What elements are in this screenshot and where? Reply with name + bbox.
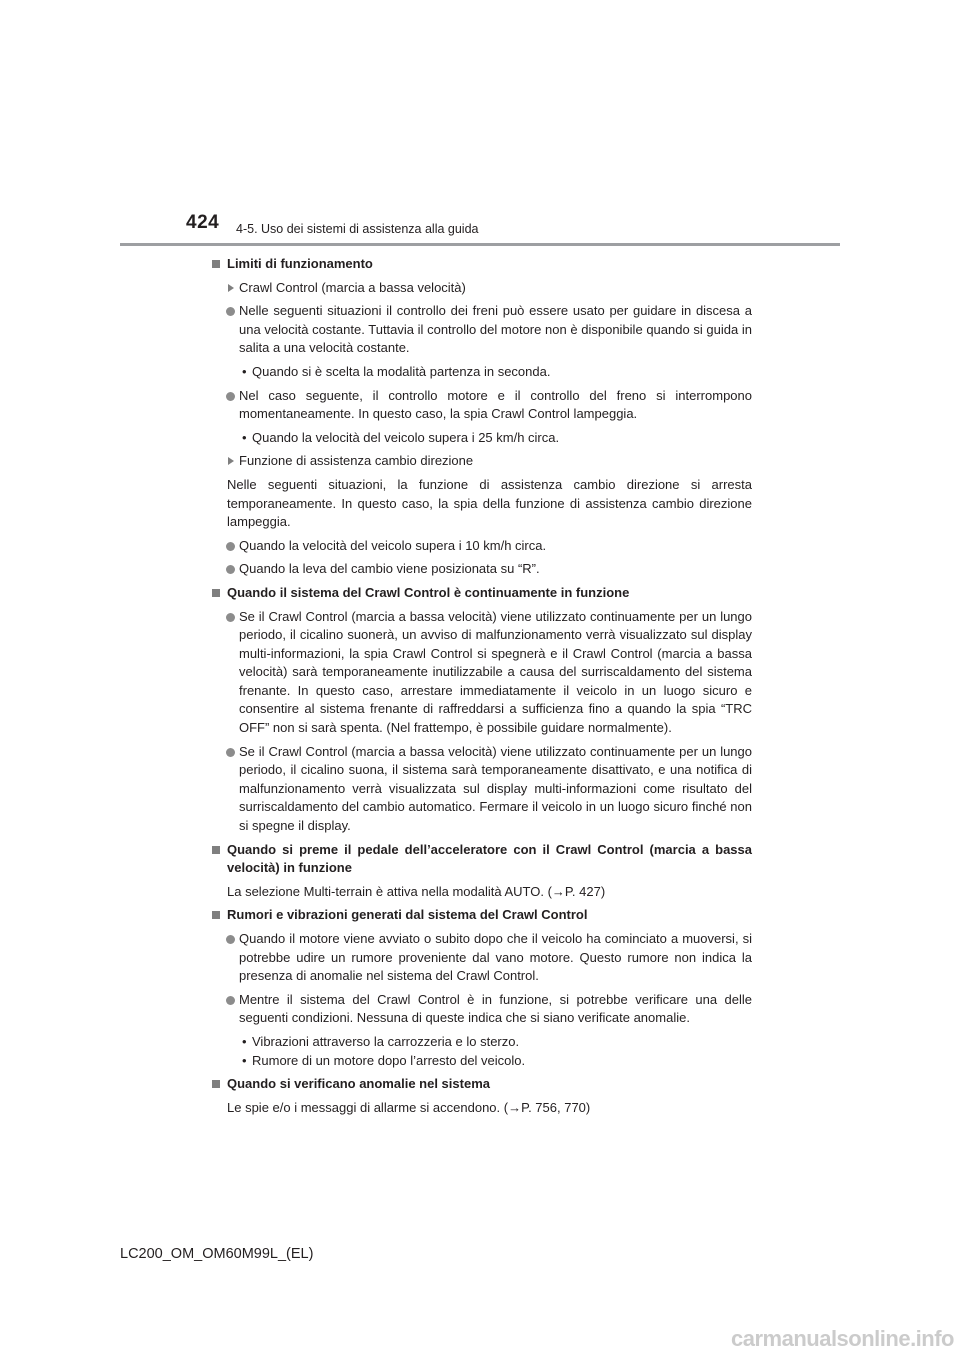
sub-bullet-item xyxy=(212,363,752,382)
subsection-text: Crawl Control (marcia a bassa velocità) xyxy=(239,279,466,295)
bullet-item xyxy=(212,743,752,836)
sub-bullet-text: Quando la velocità del veicolo supera i 25 km/h circa. xyxy=(252,429,560,445)
sub-bullet-item xyxy=(212,429,752,448)
paragraph-text: Nelle seguenti situazioni, la funzione di assistenza cambio direzione si arresta temporaneamente. In questo caso, la spia della funzione di assistenza cambio direzione lampeggia. xyxy=(227,476,752,530)
circle-bullet-icon xyxy=(226,542,235,551)
paragraph-text: Le spie e/o i messaggi di allarme si accendono. (→P. 756, 770) xyxy=(227,1099,591,1115)
triangle-marker-icon xyxy=(228,284,234,292)
page-number: 424 xyxy=(186,212,220,233)
square-marker-icon xyxy=(212,589,220,597)
bullet-text: Mentre il sistema del Crawl Control è in funzione, si potrebbe verificare una delle seguenti condizioni. Nessuna di queste indica che si siano verificate anomalie. xyxy=(239,991,752,1026)
sub-bullet-item xyxy=(212,1033,752,1052)
circle-bullet-icon xyxy=(226,748,235,757)
heading-text: Limiti di funzionamento xyxy=(227,256,373,271)
bullet-item xyxy=(212,930,752,986)
sub-bullet-text: Quando si è scelta la modalità partenza in seconda. xyxy=(252,363,551,379)
bullet-text: Quando il motore viene avviato o subito dopo che il veicolo ha cominciato a muoversi, si potrebbe udire un rumore proveniente dal vano motore. Questo rumore non indica la presenza di anomalie nel sistema del Crawl Control. xyxy=(239,931,752,984)
bullet-item xyxy=(212,608,752,738)
small-bullet-icon: • xyxy=(242,1033,247,1049)
small-bullet-icon: • xyxy=(242,363,247,379)
circle-bullet-icon xyxy=(226,613,235,622)
paragraph xyxy=(212,883,752,902)
subsection-heading xyxy=(212,452,752,471)
subsection-heading xyxy=(212,279,752,298)
bullet-item xyxy=(212,302,752,358)
paragraph xyxy=(212,476,752,532)
small-bullet-icon: • xyxy=(242,1052,247,1068)
triangle-marker-icon xyxy=(228,457,234,465)
heading-text: Quando si verificano anomalie nel sistema xyxy=(227,1076,490,1092)
header-rule xyxy=(120,243,840,246)
sub-bullet-item xyxy=(212,1052,752,1071)
circle-bullet-icon xyxy=(226,307,235,316)
section-title: 4-5. Uso dei sistemi di assistenza alla guida xyxy=(236,222,479,236)
small-bullet-icon: • xyxy=(242,429,247,445)
circle-bullet-icon xyxy=(226,935,235,944)
sub-bullet-text: Vibrazioni attraverso la carrozzeria e lo sterzo. xyxy=(252,1033,520,1049)
paragraph xyxy=(212,1099,752,1118)
page-header xyxy=(0,0,960,250)
section-heading xyxy=(212,841,752,878)
bullet-text: Se il Crawl Control (marcia a bassa velocità) viene utilizzato continuamente per un lungo periodo, il cicalino suona, il sistema sarà temporaneamente disattivato, e una notifica di malfunzionamento verrà visualizzata sul display multi-informazioni come risultato del surriscaldamento del cambio automatico. Fermare il veicolo in un luogo sicuro finché non si spegne il display. xyxy=(239,743,752,834)
bullet-item xyxy=(212,537,752,556)
bullet-text: Quando la leva del cambio viene posizionata su “R”. xyxy=(239,561,540,577)
paragraph-text: La selezione Multi-terrain è attiva nella modalità AUTO. (→P. 427) xyxy=(227,883,606,899)
bullet-text: Quando la velocità del veicolo supera i 10 km/h circa. xyxy=(239,537,547,553)
sub-bullet-text: Rumore di un motore dopo l’arresto del veicolo. xyxy=(252,1052,526,1068)
circle-bullet-icon xyxy=(226,996,235,1005)
heading-text: Quando si preme il pedale dell’acceleratore con il Crawl Control (marcia a bassa velocità) in funzione xyxy=(227,841,752,876)
bullet-item xyxy=(212,387,752,424)
square-marker-icon xyxy=(212,1080,220,1088)
square-marker-icon xyxy=(212,260,220,268)
heading-text: Rumori e vibrazioni generati dal sistema del Crawl Control xyxy=(227,907,588,923)
circle-bullet-icon xyxy=(226,392,235,401)
page-content xyxy=(212,255,752,1117)
bullet-text: Nelle seguenti situazioni il controllo dei freni può essere usato per guidare in discesa a una velocità costante. Tuttavia il controllo del motore non è disponibile quando si guida in salita a una velocità costante. xyxy=(239,303,752,356)
document-code: LC200_OM_OM60M99L_(EL) xyxy=(120,1246,314,1262)
bullet-text: Nel caso seguente, il controllo motore e il controllo del freno si interrompono momentaneamente. In questo caso, la spia Crawl Control lampeggia. xyxy=(239,387,752,422)
subsection-text: Funzione di assistenza cambio direzione xyxy=(239,453,474,469)
bullet-item xyxy=(212,991,752,1028)
bullet-text: Se il Crawl Control (marcia a bassa velocità) viene utilizzato continuamente per un lungo periodo, il cicalino suonerà, un avviso di malfunzionamento verrà visualizzato sul display multi-informazioni, la spia Crawl Control si spegnerà e il Crawl Control (marcia a bassa velocità) sarà temporaneamente inutilizzabile a causa del surriscaldamento del sistema frenante. In questo caso, arrestare immediatamente il veicolo in un luogo sicuro e consentire al sistema frenante di raffreddarsi a sufficienza fino a quando la spia “TRC OFF” non si sarà spenta. (Nel frattempo, è possibile guidare normalmente). xyxy=(239,608,752,736)
heading-text: Quando il sistema del Crawl Control è continuamente in funzione xyxy=(227,584,630,600)
circle-bullet-icon xyxy=(226,565,235,574)
square-marker-icon xyxy=(212,846,220,854)
watermark-link[interactable]: carmanualsonline.info xyxy=(731,1326,954,1351)
section-heading xyxy=(212,584,752,603)
section-heading xyxy=(212,1075,752,1094)
square-marker-icon xyxy=(212,911,220,919)
section-heading xyxy=(212,255,752,274)
bullet-item xyxy=(212,560,752,579)
section-heading xyxy=(212,906,752,925)
